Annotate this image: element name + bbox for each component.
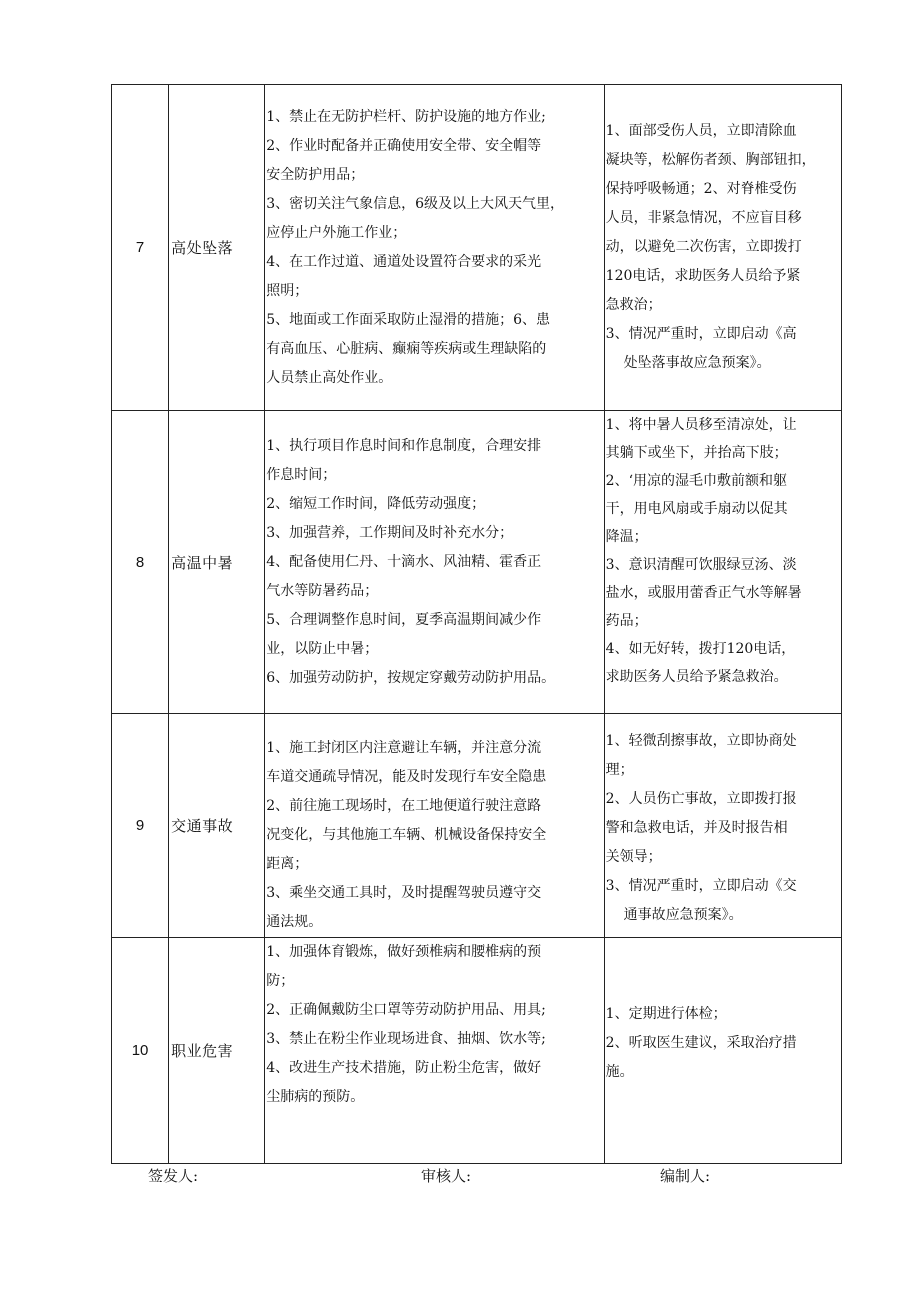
preventive-measures xyxy=(265,85,604,411)
emergency-line: 人员，非紧急情况，不应盲目移 xyxy=(605,210,802,226)
emergency-line: 施。 xyxy=(605,1064,634,1080)
emergency-line: 其躺下或坐下，并抬高下肢； xyxy=(605,445,788,461)
measure-line: 照明； xyxy=(266,282,309,299)
hazard-type: 职业危害 xyxy=(169,938,265,1164)
row-number: 8 xyxy=(112,411,169,714)
reviewer-label: 审核人: xyxy=(421,1167,472,1185)
emergency-line: 通事故应急预案》。 xyxy=(623,907,743,923)
emergency-line: 盐水，或服用蕾香正气水等解暑 xyxy=(605,585,802,601)
table-row xyxy=(112,411,842,714)
hazard-type: 高处坠落 xyxy=(169,85,265,411)
issuer-label: 签发人: xyxy=(148,1167,199,1185)
measure-line: 通法规。 xyxy=(266,914,323,930)
preventive-measures xyxy=(265,714,604,938)
emergency-actions xyxy=(604,714,841,938)
emergency-line: 1、面部受伤人员，立即清除血 xyxy=(605,123,797,139)
measure-line: 4、改进生产技术措施，防止粉尘危害，做好 xyxy=(266,1060,542,1076)
emergency-line: 1、将中暑人员移至清凉处，让 xyxy=(605,417,797,433)
emergency-line: 1、轻微刮擦事故，立即协商处 xyxy=(605,733,797,749)
measure-line: 3、禁止在粉尘作业现场进食、抽烟、饮水等; xyxy=(266,1031,546,1047)
measure-line: 防； xyxy=(266,973,295,989)
hazard-type: 高温中暑 xyxy=(169,411,265,714)
measure-line: 5、合理调整作息时间，夏季高温期间减少作 xyxy=(266,611,542,628)
emergency-line: 药品； xyxy=(605,613,648,629)
table-row xyxy=(112,714,842,938)
emergency-line: 关领导； xyxy=(605,849,662,865)
emergency-line: 120电话，求助医务人员给予紧 xyxy=(605,268,801,284)
emergency-line: 2、‘用凉的湿毛巾敷前额和躯 xyxy=(605,473,788,489)
measure-line: 1、加强体育锻炼，做好颈椎病和腰椎病的预 xyxy=(266,944,542,960)
emergency-line: 3、意识清醒可饮服绿豆汤、淡 xyxy=(605,557,797,573)
measure-line: 车道交通疏导情况，能及时发现行车安全隐患 xyxy=(266,769,547,785)
measure-line: 2、缩短工作时间，降低劳动强度； xyxy=(266,495,486,512)
table-row xyxy=(112,85,842,411)
measure-line: 作息时间； xyxy=(266,466,337,483)
compiler-label: 编制人: xyxy=(660,1167,711,1185)
emergency-line: 2、人员伤亡事故，立即拨打报 xyxy=(605,791,797,807)
preventive-measures xyxy=(265,411,604,714)
emergency-line: 处坠落事故应急预案》。 xyxy=(623,355,771,371)
hazard-type: 交通事故 xyxy=(169,714,265,938)
measure-line: 6、加强劳动防护，按规定穿戴劳动防护用品。 xyxy=(266,669,556,686)
emergency-actions xyxy=(604,85,841,411)
measure-line: 安全防护用品； xyxy=(266,166,365,183)
measure-line: 1、施工封闭区内注意避让车辆，并注意分流 xyxy=(266,740,542,756)
measure-line: 1、执行项目作息时间和作息制度，合理安排 xyxy=(266,437,542,454)
measure-line: 应停止户外施工作业； xyxy=(266,224,407,241)
preventive-measures xyxy=(265,938,604,1164)
emergency-line: 4、如无好转，拨打120电话， xyxy=(605,641,796,657)
emergency-actions xyxy=(604,938,841,1164)
table-row xyxy=(112,938,842,1164)
emergency-line: 凝块等，松解伤者颈、胸部钮扣， xyxy=(605,152,816,168)
emergency-line: 降温； xyxy=(605,529,648,545)
emergency-line: 求助医务人员给予紧急救治。 xyxy=(605,669,788,685)
measure-line: 4、在工作过道、通道处设置符合要求的采光 xyxy=(266,253,542,270)
emergency-line: 保持呼吸畅通；2、对脊椎受伤 xyxy=(605,181,797,197)
measure-line: 距离； xyxy=(266,856,309,872)
row-number: 9 xyxy=(112,714,169,938)
emergency-line: 3、情况严重时，立即启动《高 xyxy=(605,326,797,342)
measure-line: 有高血压、心脏病、癫痫等疾病或生理缺陷的 xyxy=(266,340,547,357)
measure-line: 4、配备使用仁丹、十滴水、风油精、霍香正 xyxy=(266,553,542,570)
measure-line: 况变化，与其他施工车辆、机械设备保持安全 xyxy=(266,827,547,843)
emergency-line: 1、定期进行体检； xyxy=(605,1006,727,1022)
emergency-actions xyxy=(604,411,841,714)
row-number: 10 xyxy=(112,938,169,1164)
emergency-line: 理； xyxy=(605,762,634,778)
risk-measures-table xyxy=(111,84,842,1164)
measure-line: 尘肺病的预防。 xyxy=(266,1089,365,1105)
measure-line: 人员禁止高处作业。 xyxy=(266,369,393,386)
measure-line: 业，以防止中暑； xyxy=(266,640,379,657)
emergency-line: 3、情况严重时，立即启动《交 xyxy=(605,878,797,894)
measure-line: 1、禁止在无防护栏杆、防护设施的地方作业; xyxy=(266,108,546,125)
emergency-line: 动，以避免二次伤害，立即拨打 xyxy=(605,239,802,255)
measure-line: 3、密切关注气象信息，6级及以上大风天气里， xyxy=(266,195,565,212)
emergency-line: 2、听取医生建议，采取治疗措 xyxy=(605,1035,797,1051)
measure-line: 2、正确佩戴防尘口罩等劳动防护用品、用具; xyxy=(266,1002,546,1018)
emergency-line: 急救治； xyxy=(605,297,662,313)
row-number: 7 xyxy=(112,85,169,411)
measure-line: 3、乘坐交通工具时，及时提醒驾驶员遵守交 xyxy=(266,885,542,901)
measure-line: 2、前往施工现场时，在工地便道行驶注意路 xyxy=(266,798,542,814)
measure-line: 2、作业时配备并正确使用安全带、安全帽等 xyxy=(266,137,542,154)
measure-line: 3、加强营养，工作期间及时补充水分； xyxy=(266,524,514,541)
emergency-line: 干，用电风扇或手扇动以促其 xyxy=(605,501,788,517)
measure-line: 5、地面或工作面采取防止湿滑的措施；6、患 xyxy=(266,311,551,328)
emergency-line: 警和急救电话，并及时报告相 xyxy=(605,820,788,836)
measure-line: 气水等防暑药品； xyxy=(266,582,379,599)
